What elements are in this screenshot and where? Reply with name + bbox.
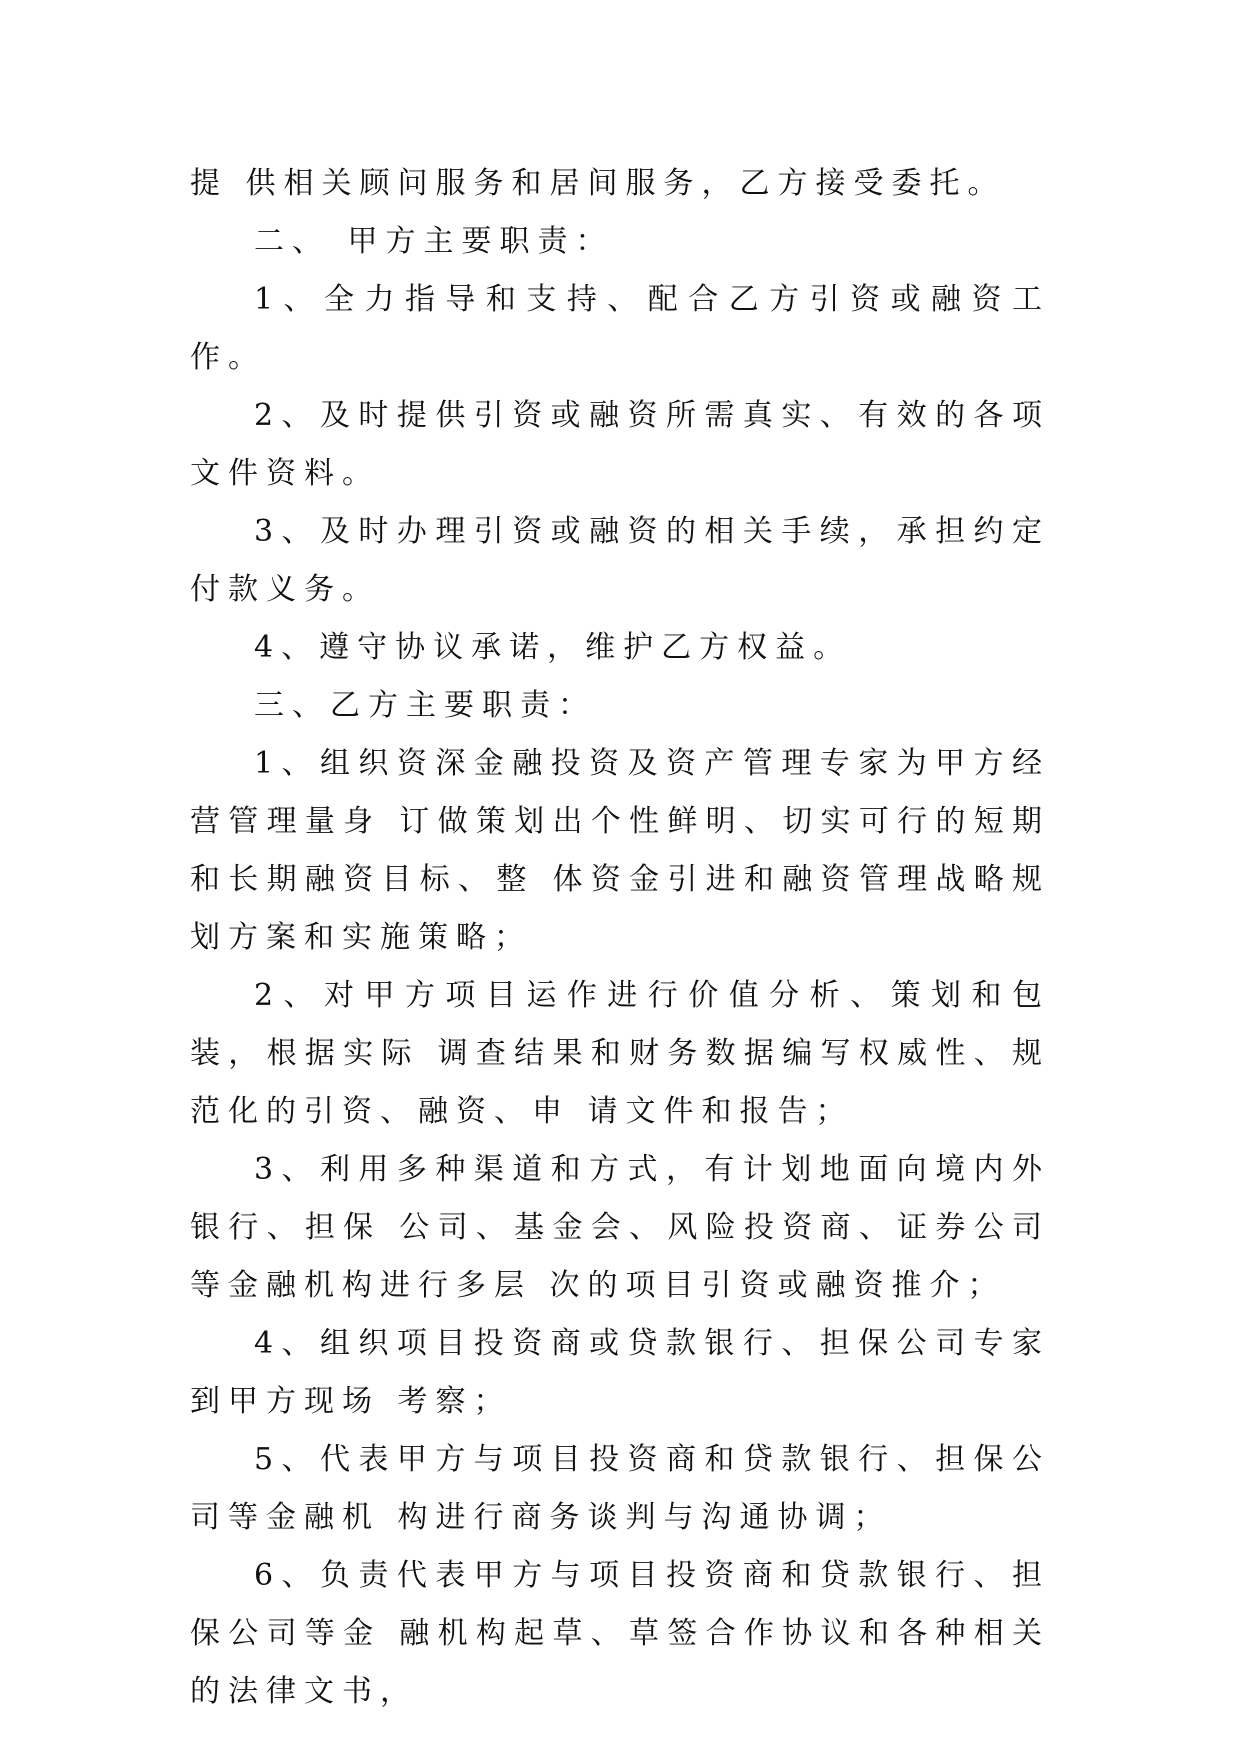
paragraph-b1: 1、组织资深金融投资及资产管理专家为甲方经营管理量身 订做策划出个性鲜明、切实可行的短期和长期融资目标、整 体资金引进和融资管理战略规划方案和实施策略；: [190, 746, 1050, 955]
paragraph-b4: 4、组织项目投资商或贷款银行、担保公司专家到甲方现场 考察；: [190, 1326, 1050, 1419]
document-body: [190, 155, 1050, 1721]
paragraph-b6: 6、负责代表甲方与项目投资商和贷款银行、担保公司等金 融机构起草、草签合作协议和各种相关的法律文书，: [190, 1558, 1050, 1709]
paragraph-a1: 1、全力指导和支持、配合乙方引资或融资工作。: [190, 282, 1050, 375]
section-heading-party-b: 三、乙方主要职责：: [254, 688, 596, 723]
paragraph-1: 提 供相关顾问服务和居间服务，乙方接受委托。: [190, 166, 1006, 201]
paragraph-a3: 3、及时办理引资或融资的相关手续，承担约定付款义务。: [190, 514, 1050, 607]
section-heading-party-a: 二、 甲方主要职责：: [254, 224, 614, 259]
paragraph-a2: 2、及时提供引资或融资所需真实、有效的各项文件资料。: [190, 398, 1050, 491]
paragraph-a4: 4、遵守协议承诺，维护乙方权益。: [254, 630, 852, 665]
paragraph-b2: 2、对甲方项目运作进行价值分析、策划和包装，根据实际 调查结果和财务数据编写权威性、规范化的引资、融资、申 请文件和报告；: [190, 978, 1050, 1129]
paragraph-b3: 3、利用多种渠道和方式，有计划地面向境内外银行、担保 公司、基金会、风险投资商、证券公司等金融机构进行多层 次的项目引资或融资推介；: [190, 1152, 1050, 1303]
paragraph-b5: 5、代表甲方与项目投资商和贷款银行、担保公司等金融机 构进行商务谈判与沟通协调；: [190, 1442, 1050, 1535]
